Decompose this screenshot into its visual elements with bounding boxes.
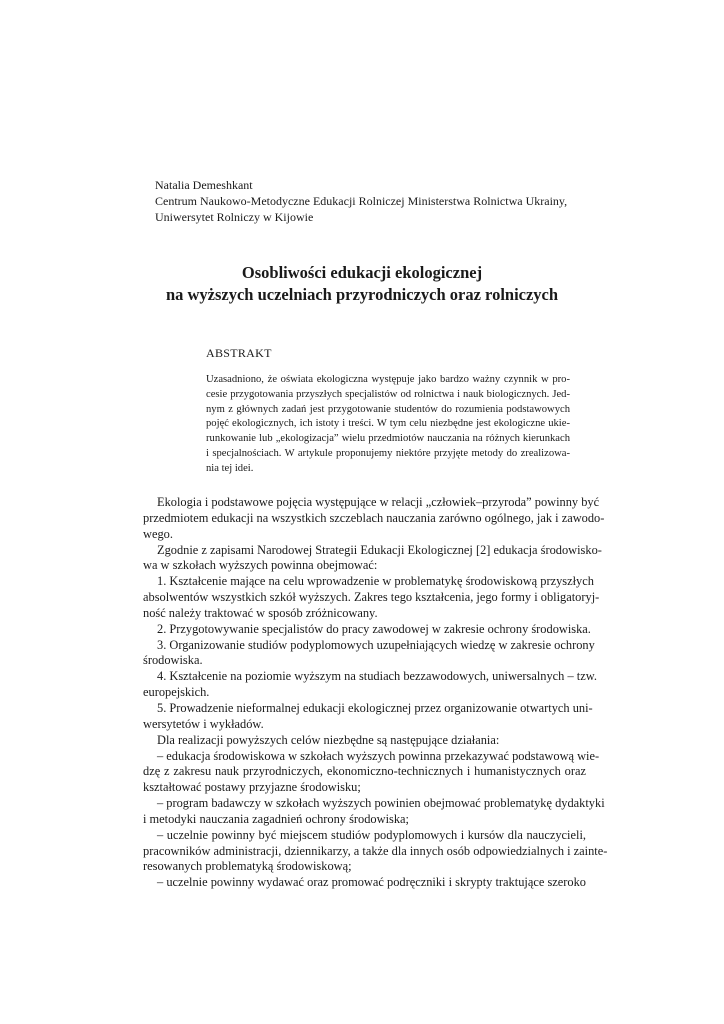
body-line: wego. <box>143 526 173 541</box>
body-line: wa w szkołach wyższych powinna obejmować: <box>143 558 378 573</box>
body-line: absolwentów wszystkich szkół wyższych. Zakres tego kształcenia, jego formy i obligatoryj- <box>143 590 600 605</box>
abstract-heading: ABSTRAKT <box>206 346 272 360</box>
abstract-line: i specjalnościach. W artykule proponujemy niektóre przyjęte metody do zrealizowa- <box>206 447 570 459</box>
body-line: 5. Prowadzenie nieformalnej edukacji ekologicznej przez organizowanie otwartych uni- <box>157 700 593 715</box>
body-line: dzę z zakresu nauk przyrodniczych, ekonomiczno-technicznych i humanistycznych oraz <box>143 764 586 779</box>
paper-title <box>120 262 604 306</box>
body-text <box>143 495 608 891</box>
body-line: i metodyki nauczania zagadnień ochrony środowiska; <box>143 811 409 826</box>
body-line: Dla realizacji powyższych celów niezbędne są następujące działania: <box>157 732 500 747</box>
body-line: środowiska. <box>143 653 203 668</box>
body-line: 1. Kształcenie mające na celu wprowadzenie w problematykę środowiskową przyszłych <box>157 574 594 589</box>
body-line: – uczelnie powinny być miejscem studiów podyplomowych i kursów dla nauczycieli, <box>157 827 586 842</box>
abstract-line: cesie przygotowania przyszłych specjalistów od rolnictwa i nauk biologicznych. Jed- <box>206 388 570 400</box>
body-line: – uczelnie powinny wydawać oraz promować podręczniki i skrypty traktujące szeroko <box>157 875 586 890</box>
body-line: pracowników administracji, dziennikarzy, a także dla innych osób odpowiedzialnych i zainte- <box>143 843 608 858</box>
body-line: kształtować postawy przyjazne środowisku; <box>143 780 361 795</box>
author-name: Natalia Demeshkant <box>155 178 253 192</box>
body-line: wersytetów i wykładów. <box>143 716 264 731</box>
abstract-line: pojęć ekologicznych, ich istoty i treści. W tym celu niezbędne jest ekologiczne ukie- <box>206 418 570 430</box>
abstract-line: nym z głównych zadań jest przygotowanie studentów do rozumienia podstawowych <box>206 403 570 415</box>
body-line: przedmiotem edukacji na wszystkich szczeblach nauczania zarówno ogólnego, jak i zawodo- <box>143 510 605 525</box>
body-line: 2. Przygotowywanie specjalistów do pracy zawodowej w zakresie ochrony środowiska. <box>157 621 591 636</box>
abstract-text <box>206 373 570 477</box>
body-line: europejskich. <box>143 685 210 700</box>
body-line: Zgodnie z zapisami Narodowej Strategii Edukacji Ekologicznej [2] edukacja środowisko- <box>157 542 602 557</box>
author-affiliation-line: Uniwersytet Rolniczy w Kijowie <box>155 210 314 224</box>
body-line: – program badawczy w szkołach wyższych powinien obejmować problematykę dydaktyki <box>157 796 605 811</box>
abstract-line: Uzasadniono, że oświata ekologiczna występuje jako bardzo ważny czynnik w pro- <box>206 374 570 385</box>
abstract-line: runkowanie lub „ekologizacja” wielu przedmiotów nauczania na różnych kierunkach <box>206 433 570 445</box>
title-line: Osobliwości edukacji ekologicznej <box>241 263 483 282</box>
body-line: – edukacja środowiskowa w szkołach wyższych powinna przekazywać podstawową wie- <box>157 748 600 763</box>
body-line: ność należy traktować w sposób zróżnicowany. <box>143 605 378 620</box>
title-line: na wyższych uczelniach przyrodniczych oraz rolniczych <box>165 285 559 304</box>
body-line: resowanych problematyką środowiskową; <box>143 859 352 874</box>
body-line: Ekologia i podstawowe pojęcia występujące w relacji „człowiek–przyroda” powinny być <box>157 495 600 509</box>
body-line: 4. Kształcenie na poziomie wyższym na studiach bezzawodowych, uniwersalnych – tzw. <box>157 669 597 684</box>
author-block <box>155 177 595 225</box>
body-line: 3. Organizowanie studiów podyplomowych uzupełniających wiedzę w zakresie ochrony <box>157 637 595 652</box>
author-affiliation-line: Centrum Naukowo-Metodyczne Edukacji Rolniczej Ministerstwa Rolnictwa Ukrainy, <box>155 194 568 208</box>
abstract-line: nia tej idei. <box>206 462 254 474</box>
